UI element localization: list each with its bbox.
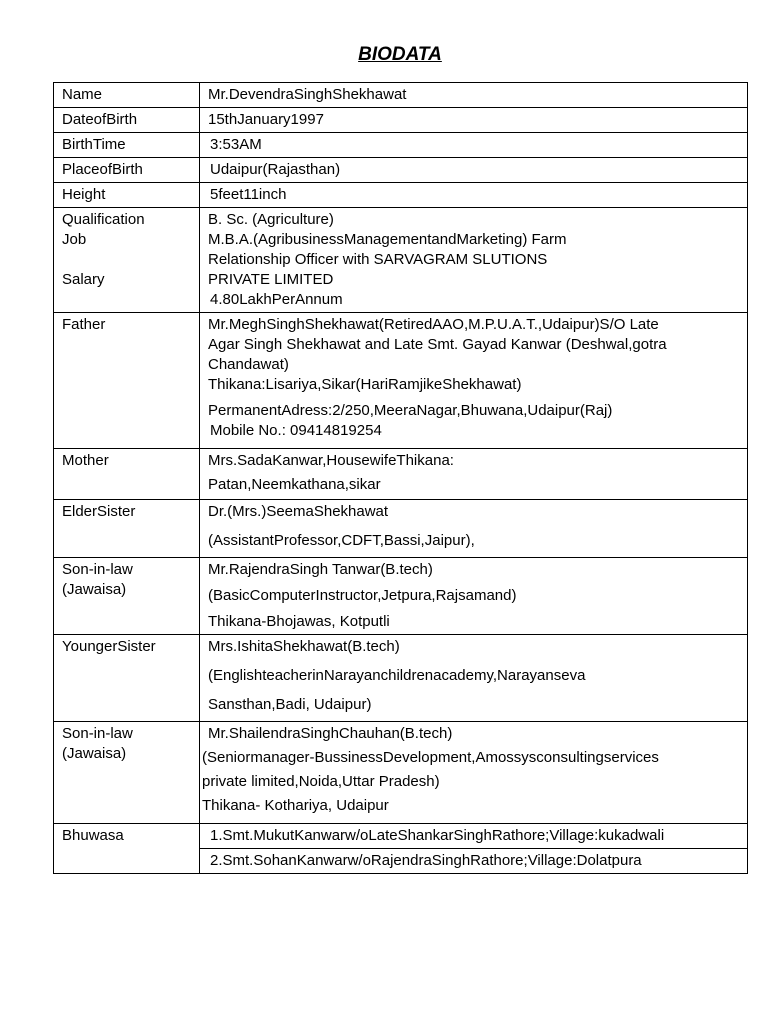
elder-sister-line: Dr.(Mrs.)SeemaShekhawat (208, 503, 389, 520)
younger-sister-line: Sansthan,Badi, Udaipur) (208, 696, 372, 713)
younger-sister-line: Mrs.IshitaShekhawat(B.tech) (208, 638, 400, 655)
name-label: Name (54, 83, 200, 108)
qualification-value (200, 208, 748, 313)
mother-label: Mother (54, 449, 200, 500)
son-in-law-label: Son-in-law (62, 725, 133, 742)
elder-sister-line: (AssistantProfessor,CDFT,Bassi,Jaipur), (208, 532, 475, 549)
job-line: M.B.A.(AgribusinessManagementandMarketing) Farm (208, 231, 567, 248)
job-label: Job (62, 231, 87, 248)
son-in-law-value (200, 722, 748, 824)
salary-label: Salary (62, 271, 105, 288)
younger-sister-value (200, 635, 748, 722)
son-in-law-label-cell (54, 558, 200, 635)
table-row (54, 722, 748, 824)
son-in-law-line: (Seniormanager-BussinessDevelopment,Amossysconsultingservices (202, 749, 659, 766)
bhuwasa-label: Bhuwasa (54, 824, 200, 874)
mother-line: Patan,Neemkathana,sikar (208, 476, 381, 493)
son-in-law-line: private limited,Noida,Uttar Pradesh) (202, 773, 440, 790)
jawaisa-label: (Jawaisa) (62, 745, 127, 762)
father-mobile-line: Mobile No.: 09414819254 (210, 422, 382, 439)
son-in-law-line: (BasicComputerInstructor,Jetpura,Rajsamand) (208, 587, 517, 604)
son-in-law-line: Mr.ShailendraSinghChauhan(B.tech) (208, 725, 453, 742)
pob-label: PlaceofBirth (54, 158, 200, 183)
father-line: Agar Singh Shekhawat and Late Smt. Gayad Kanwar (Deshwal,gotra (208, 336, 667, 353)
father-line: Thikana:Lisariya,Sikar(HariRamjikeShekhawat) (208, 376, 522, 393)
table-row (54, 824, 748, 849)
bhuwasa-line: 2.Smt.SohanKanwarw/oRajendraSinghRathore;Village:Dolatpura (210, 852, 642, 869)
height-text: 5feet11inch (210, 186, 287, 203)
table-row (54, 558, 748, 635)
table-row (54, 158, 748, 183)
table-row (54, 500, 748, 558)
dob-value: 15thJanuary1997 (200, 108, 748, 133)
son-in-law-value (200, 558, 748, 635)
height-label: Height (54, 183, 200, 208)
qualification-line: B. Sc. (Agriculture) (208, 211, 334, 228)
table-row (54, 208, 748, 313)
son-in-law-line: Thikana- Kothariya, Udaipur (202, 797, 389, 814)
birth-time-text: 3:53AM (210, 136, 262, 153)
jawaisa-label: (Jawaisa) (62, 581, 127, 598)
table-row (54, 133, 748, 158)
elder-sister-value (200, 500, 748, 558)
younger-sister-line: (EnglishteacherinNarayanchildrenacademy,Narayanseva (208, 667, 586, 684)
bhuwasa-value (200, 824, 748, 849)
younger-sister-label: YoungerSister (54, 635, 200, 722)
job-line: Relationship Officer with SARVAGRAM SLUTIONS (208, 251, 548, 268)
table-row (54, 635, 748, 722)
biodata-table (53, 82, 748, 874)
son-in-law-line: Mr.RajendraSingh Tanwar(B.tech) (208, 561, 433, 578)
father-label: Father (54, 313, 200, 449)
qualification-label-cell (54, 208, 200, 313)
son-in-law-line: Thikana-Bhojawas, Kotputli (208, 613, 390, 630)
pob-value (200, 158, 748, 183)
qualification-label: Qualification (62, 211, 145, 228)
table-row (54, 108, 748, 133)
bhuwasa-value (200, 849, 748, 874)
mother-value (200, 449, 748, 500)
son-in-law-label-cell (54, 722, 200, 824)
father-line: Mr.MeghSinghShekhawat(RetiredAAO,M.P.U.A.T.,Udaipur)S/O Late (208, 316, 659, 333)
table-row (54, 449, 748, 500)
father-address-line: PermanentAdress:2/250,MeeraNagar,Bhuwana,Udaipur(Raj) (208, 402, 613, 419)
height-value (200, 183, 748, 208)
salary-line: 4.80LakhPerAnnum (210, 291, 343, 308)
table-row (54, 83, 748, 108)
mother-line: Mrs.SadaKanwar,HousewifeThikana: (208, 452, 454, 469)
job-line: PRIVATE LIMITED (208, 271, 334, 288)
dob-label: DateofBirth (54, 108, 200, 133)
name-value: Mr.DevendraSinghShekhawat (200, 83, 748, 108)
elder-sister-label: ElderSister (54, 500, 200, 558)
son-in-law-label: Son-in-law (62, 561, 133, 578)
table-row (54, 183, 748, 208)
birth-time-label: BirthTime (54, 133, 200, 158)
table-row (54, 313, 748, 449)
pob-text: Udaipur(Rajasthan) (210, 161, 341, 178)
bhuwasa-line: 1.Smt.MukutKanwarw/oLateShankarSinghRathore;Village:kukadwali (210, 827, 665, 844)
father-value (200, 313, 748, 449)
page-title: BIODATA (358, 44, 442, 65)
birth-time-value (200, 133, 748, 158)
father-line: Chandawat) (208, 356, 289, 373)
